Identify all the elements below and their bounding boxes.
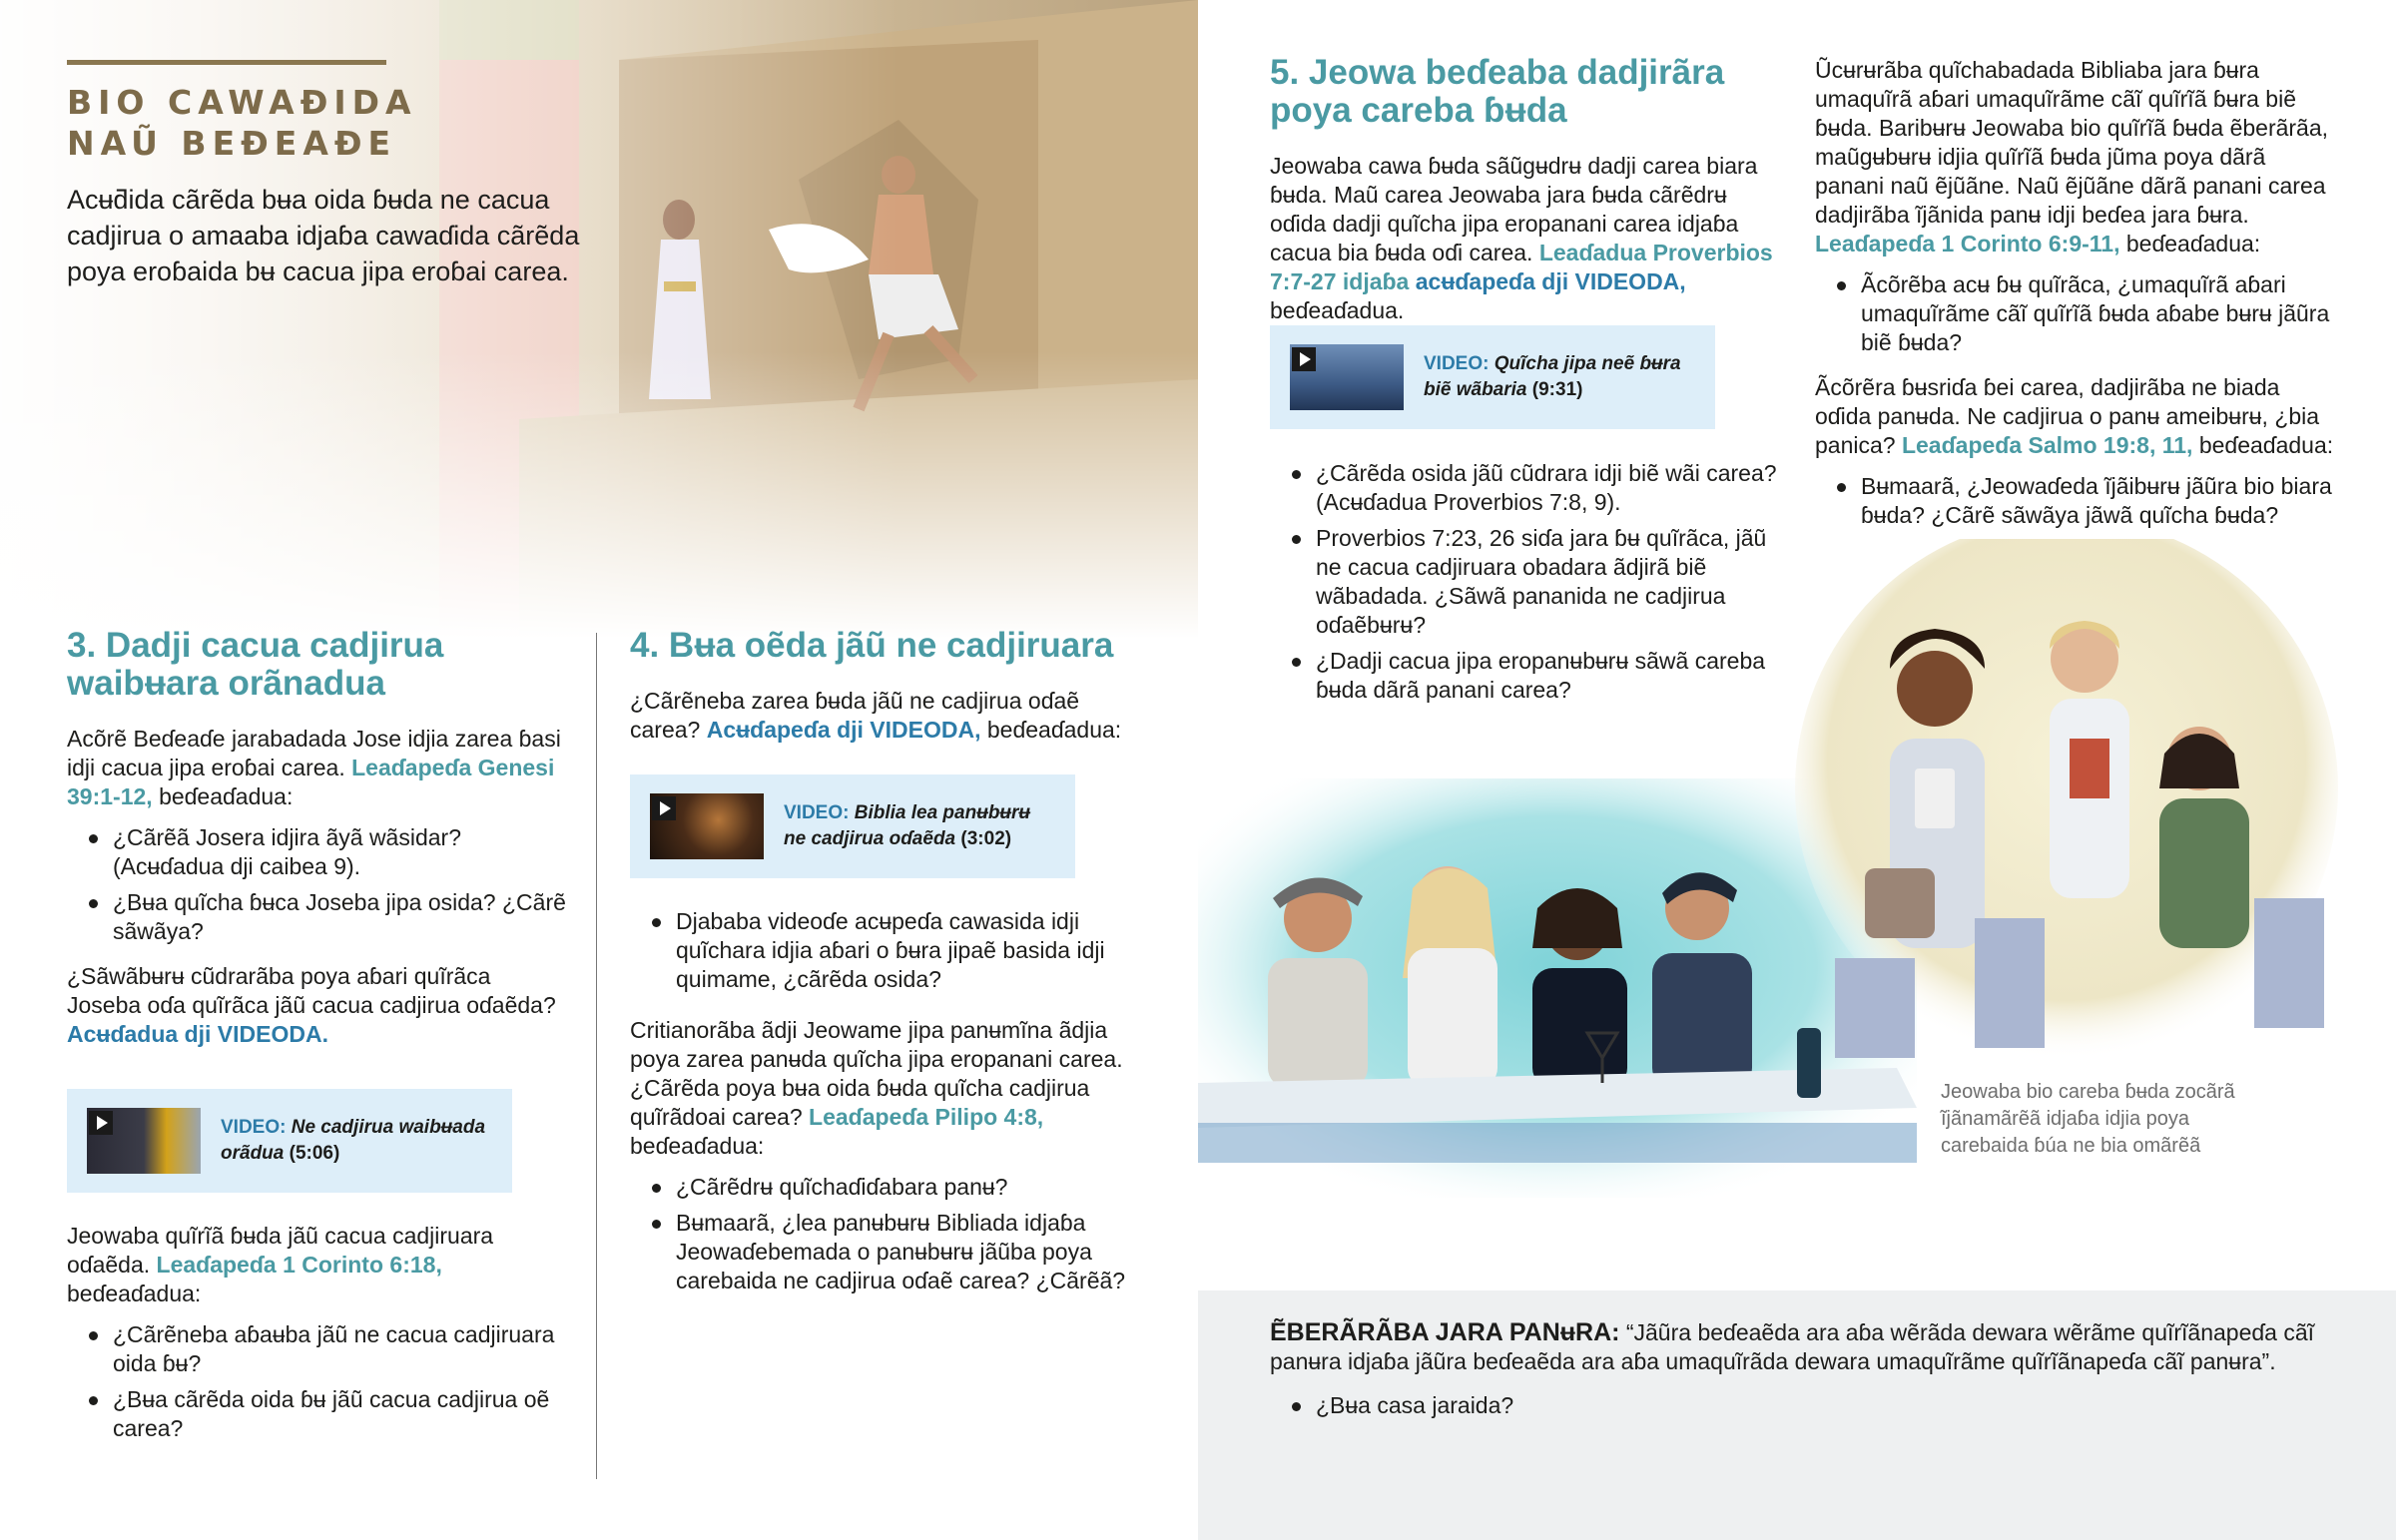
section-4-questions-1 — [630, 907, 1129, 994]
list-item: ¿Cãrẽã Josera idjira ãyã wãsidar? (Acʉɗadua dji caibea 9). — [67, 823, 566, 881]
video-thumbnail — [87, 1108, 201, 1174]
illustration-women — [1795, 539, 2339, 1058]
section-tag — [67, 82, 426, 164]
scripture-ref-corinto[interactable]: Leaɗapeɗa 1 Corinto 6:18, — [156, 1252, 442, 1278]
list-item: ¿Bʉa cãrẽda oida ɓʉ jãũ cacua cadjirua oẽ carea? — [67, 1385, 566, 1443]
video-card-section3[interactable]: VIDEO: Ne cadjirua waibʉada orãdua (5:06) — [67, 1089, 512, 1193]
list-item: ¿Dadji cacua jipa eropanʉbʉrʉ sãwã careba ɓʉda dãrã panani carea? — [1270, 647, 1789, 705]
list-item: Proverbios 7:23, 26 siɗa jara ɓʉ quĩrãca, jãũ ne cacua cadjiruara obadara ãdjirã biẽ wãbadada. ¿Sãwã pananida ne cadjirua oɗaẽbʉrʉ? — [1270, 524, 1789, 640]
video-link[interactable]: Acʉɗadua dji VIDEODA. — [67, 1021, 328, 1047]
section-3-bottom — [67, 1222, 566, 1450]
section-tag-line2: NAŨ BEƉEAƉE — [67, 124, 397, 163]
list-item: Bʉmaarã, ¿Jeowaɗeda ĩjãibʉrʉ jãũra bio biara ɓʉda? ¿Cãrẽ sãwãya jãwã quĩcha ɓʉda? — [1815, 472, 2334, 530]
list-item: ¿Bʉa quĩcha ɓʉca Joseba jipa osida? ¿Cãrẽ sãwãya? — [67, 888, 566, 946]
section-3-questions-2 — [67, 1320, 566, 1443]
video-link[interactable]: Acʉɗapeɗa dji VIDEODA, — [706, 717, 981, 743]
header-rule — [67, 60, 386, 65]
play-icon — [1292, 347, 1316, 371]
video-card-section5[interactable]: VIDEO: Quĩcha jipa neẽ ɓʉra biẽ wãbaria (9:31) — [1270, 325, 1715, 429]
scripture-ref-genesis[interactable]: Leaɗapeɗa Genesi 39:1-12, — [67, 755, 555, 809]
video-duration: (3:02) — [960, 828, 1012, 849]
scripture-ref-salmo[interactable]: Leaɗapeɗa Salmo 19:8, 11, — [1901, 432, 2193, 458]
footer-band — [1198, 1290, 2396, 1540]
section-3-questions-1 — [67, 823, 566, 946]
section-3-para2: ¿Sãwãbʉrʉ cũdrarãba poya aɓari quĩrãca Joseba oɗa quĩrãca jãũ cacua cadjirua oɗaẽda? Acʉɗadua dji VIDEODA. — [67, 963, 556, 1047]
section-5-col2-questions-2 — [1815, 472, 2334, 530]
video-thumbnail — [1290, 344, 1404, 410]
section-4-heading: 4. Bʉa oẽda jãũ ne cadjiruara — [630, 626, 1114, 665]
section-5-heading: 5. Jeowa beɗeaba dadjirãra poya careba ɓʉda — [1270, 53, 1725, 130]
section-5-questions-1 — [1270, 459, 1789, 712]
section-5-col2-para1: Ũcʉrʉrãba quĩchabadada Bibliaba jara ɓʉra umaquĩrã aɓari umaquĩrãme cãĩ quĩrĩã ɓʉra biẽ ɓʉda. Baribʉrʉ Jeowaba bio quĩrĩã ɓʉda ẽberãrãa, maũgʉbʉrʉ idjia quĩrĩã ɓʉda jũma poya dãrã panani naũ ẽjũãne. Naũ ẽjũãne dãrã panani carea dadjirãba ĩjãnida panʉ idji beɗea jara ɓʉra. Leaɗapeɗa 1 Corinto 6:9-11, beɗeaɗadua: — [1815, 57, 2329, 257]
section-4-para2: Critianorãba ãdji Jeowame jipa panʉmĩna ãdjia poya zarea panʉda quĩcha jipa eropanani carea. ¿Cãrẽda poya bʉa oida ɓʉda quĩcha cadjirua quĩrãdoai carea? Leaɗapeɗa Pilipo 4:8, beɗeaɗadua: — [630, 1017, 1123, 1159]
video-duration: (5:06) — [289, 1143, 340, 1164]
video-title: Quĩcha jipa neẽ ɓʉra biẽ wãbaria — [1424, 353, 1681, 400]
scripture-ref-pilipo[interactable]: Leaɗapeɗa Pilipo 4:8, — [809, 1104, 1044, 1130]
section-3-heading: 3. Dadji cacua cadjirua waibʉara orãnadua — [67, 626, 444, 703]
section-5 — [1270, 54, 1779, 325]
column-divider — [596, 633, 597, 1479]
video-card-section4[interactable]: VIDEO: Biblia lea panʉbʉrʉ ne cadjirua oɗaẽda (3:02) — [630, 774, 1075, 878]
section-3 — [67, 627, 566, 1049]
play-icon — [89, 1111, 113, 1135]
video-link[interactable]: acʉɗapeɗa dji VIDEODA, — [1415, 268, 1686, 294]
list-item: ¿Cãrẽda osida jãũ cũdrara idji biẽ wãi carea? (Acʉɗadua Proverbios 7:8, 9). — [1270, 459, 1789, 517]
section-5-col2-questions-1 — [1815, 270, 2334, 357]
section-4-questions-2 — [630, 1173, 1129, 1295]
list-item: ¿Cãrẽneba aɓaʉba jãũ ne cacua cadjiruara oida ɓʉ? — [67, 1320, 566, 1378]
section-tag-line1: BIO CAWAƉIDA — [67, 83, 417, 122]
video-duration: (9:31) — [1531, 379, 1583, 400]
footer-questions — [1270, 1391, 2268, 1427]
list-item: ¿Bʉa casa jaraida? — [1270, 1391, 2268, 1420]
section-3-para1: Acõrẽ Beɗeaɗe jarabadada Jose idjia zarea ɓasi idji cacua jipa eroɓai carea. Leaɗapeɗa Genesi 39:1-12, beɗeaɗadua: — [67, 726, 561, 809]
section-5-column-2 — [1815, 56, 2334, 537]
video-thumbnail — [650, 793, 764, 859]
section-5-col2-para2: Ãcõrẽra ɓʉsriɗa ɓei carea, dadjirãba ne biada oɗida panʉda. Ne cadjirua o panʉ ameibʉrʉ, ¿bia panica? Leaɗapeɗa Salmo 19:8, 11, beɗeaɗadua: — [1815, 374, 2334, 458]
footer-quote: ẼBERÃRÃBA JARA PANʉRA: “Jãũra beɗeaẽda ara aɓa wẽrãda dewara wẽrãme quĩrĩãnapeɗa cãĩ panʉra idjaɓa jãũra beɗeaẽda ara aɓa umaquĩrãda dewara umaquĩrãme quĩrĩãnapeɗa cãĩ panʉra”. — [1270, 1318, 2315, 1374]
video-title: Biblia lea panʉbʉrʉ ne cadjirua oɗaẽda — [784, 802, 1031, 849]
scripture-ref-proverbios[interactable]: Leaɗadua Proverbios 7:7-27 idjaɓa — [1270, 240, 1773, 294]
section-4-para1: ¿Cãrẽneba zarea ɓʉda jãũ ne cadjirua oɗaẽ carea? Acʉɗapeɗa dji VIDEODA, beɗeaɗadua: — [630, 688, 1122, 743]
scripture-ref-corinto[interactable]: Leaɗapeɗa 1 Corinto 6:9-11, — [1815, 231, 2120, 257]
list-item: Bʉmaarã, ¿lea panʉbʉrʉ Bibliada idjaɓa Jeowaɗebemada o panʉbʉrʉ jãũba poya carebaida ne cadjirua oɗaẽ carea? ¿Cãrẽã? — [630, 1209, 1129, 1295]
section-3-para3: Jeowaba quĩrĩã ɓʉda jãũ cacua cadjiruara oɗaẽda. Leaɗapeɗa 1 Corinto 6:18, beɗeaɗadua: — [67, 1223, 494, 1306]
image-caption: Jeowaba bio careba ɓʉda zocãrã ĩjãnamãrẽã idjaɓa idjia poya carebaida ɓúa ne bia omãrẽã — [1941, 1081, 2235, 1157]
list-item: Djababa videoɗe acʉpeɗa cawasida idji quĩchara idjia aɓari o ɓʉra jipaẽ basida idji quimame, ¿cãrẽda osida? — [630, 907, 1129, 994]
intro-text: Acʉƌida cãrẽda bʉa oida ɓʉda ne cacua cadjirua o amaaba idjaɓa cawaɗida cãrẽda poya eroɓaida bʉ cacua jipa eroɓai carea. — [67, 185, 580, 286]
list-item: Ãcõrẽba acʉ ɓʉ quĩrãca, ¿umaquĩrã aɓari umaquĩrãme cãĩ quĩrĩã ɓʉda aɓabe bʉrʉ jãũra biẽ ɓʉda? — [1815, 270, 2334, 357]
section-5-para1: Jeowaba cawa ɓʉda sãũgʉdrʉ dadji carea biara ɓʉda. Maũ carea Jeowaba jara ɓʉda cãrẽdrʉ oɗida dadji quĩcha jipa eropanani carea idjaɓa cacua bia ɓʉda oɗi carea. Leaɗadua Proverbios 7:7-27 idjaɓa acʉɗapeɗa dji VIDEODA, beɗeaɗadua. — [1270, 153, 1773, 323]
section-4-bottom — [630, 907, 1129, 1302]
list-item: ¿Cãrẽdrʉ quĩchaɗiɗabara panʉ? — [630, 1173, 1129, 1202]
play-icon — [652, 796, 676, 820]
section-4 — [630, 627, 1129, 745]
footer-label: ẼBERÃRÃBA JARA PANʉRA: — [1270, 1318, 1620, 1346]
video-title: Ne cadjirua waibʉada orãdua — [221, 1117, 486, 1164]
